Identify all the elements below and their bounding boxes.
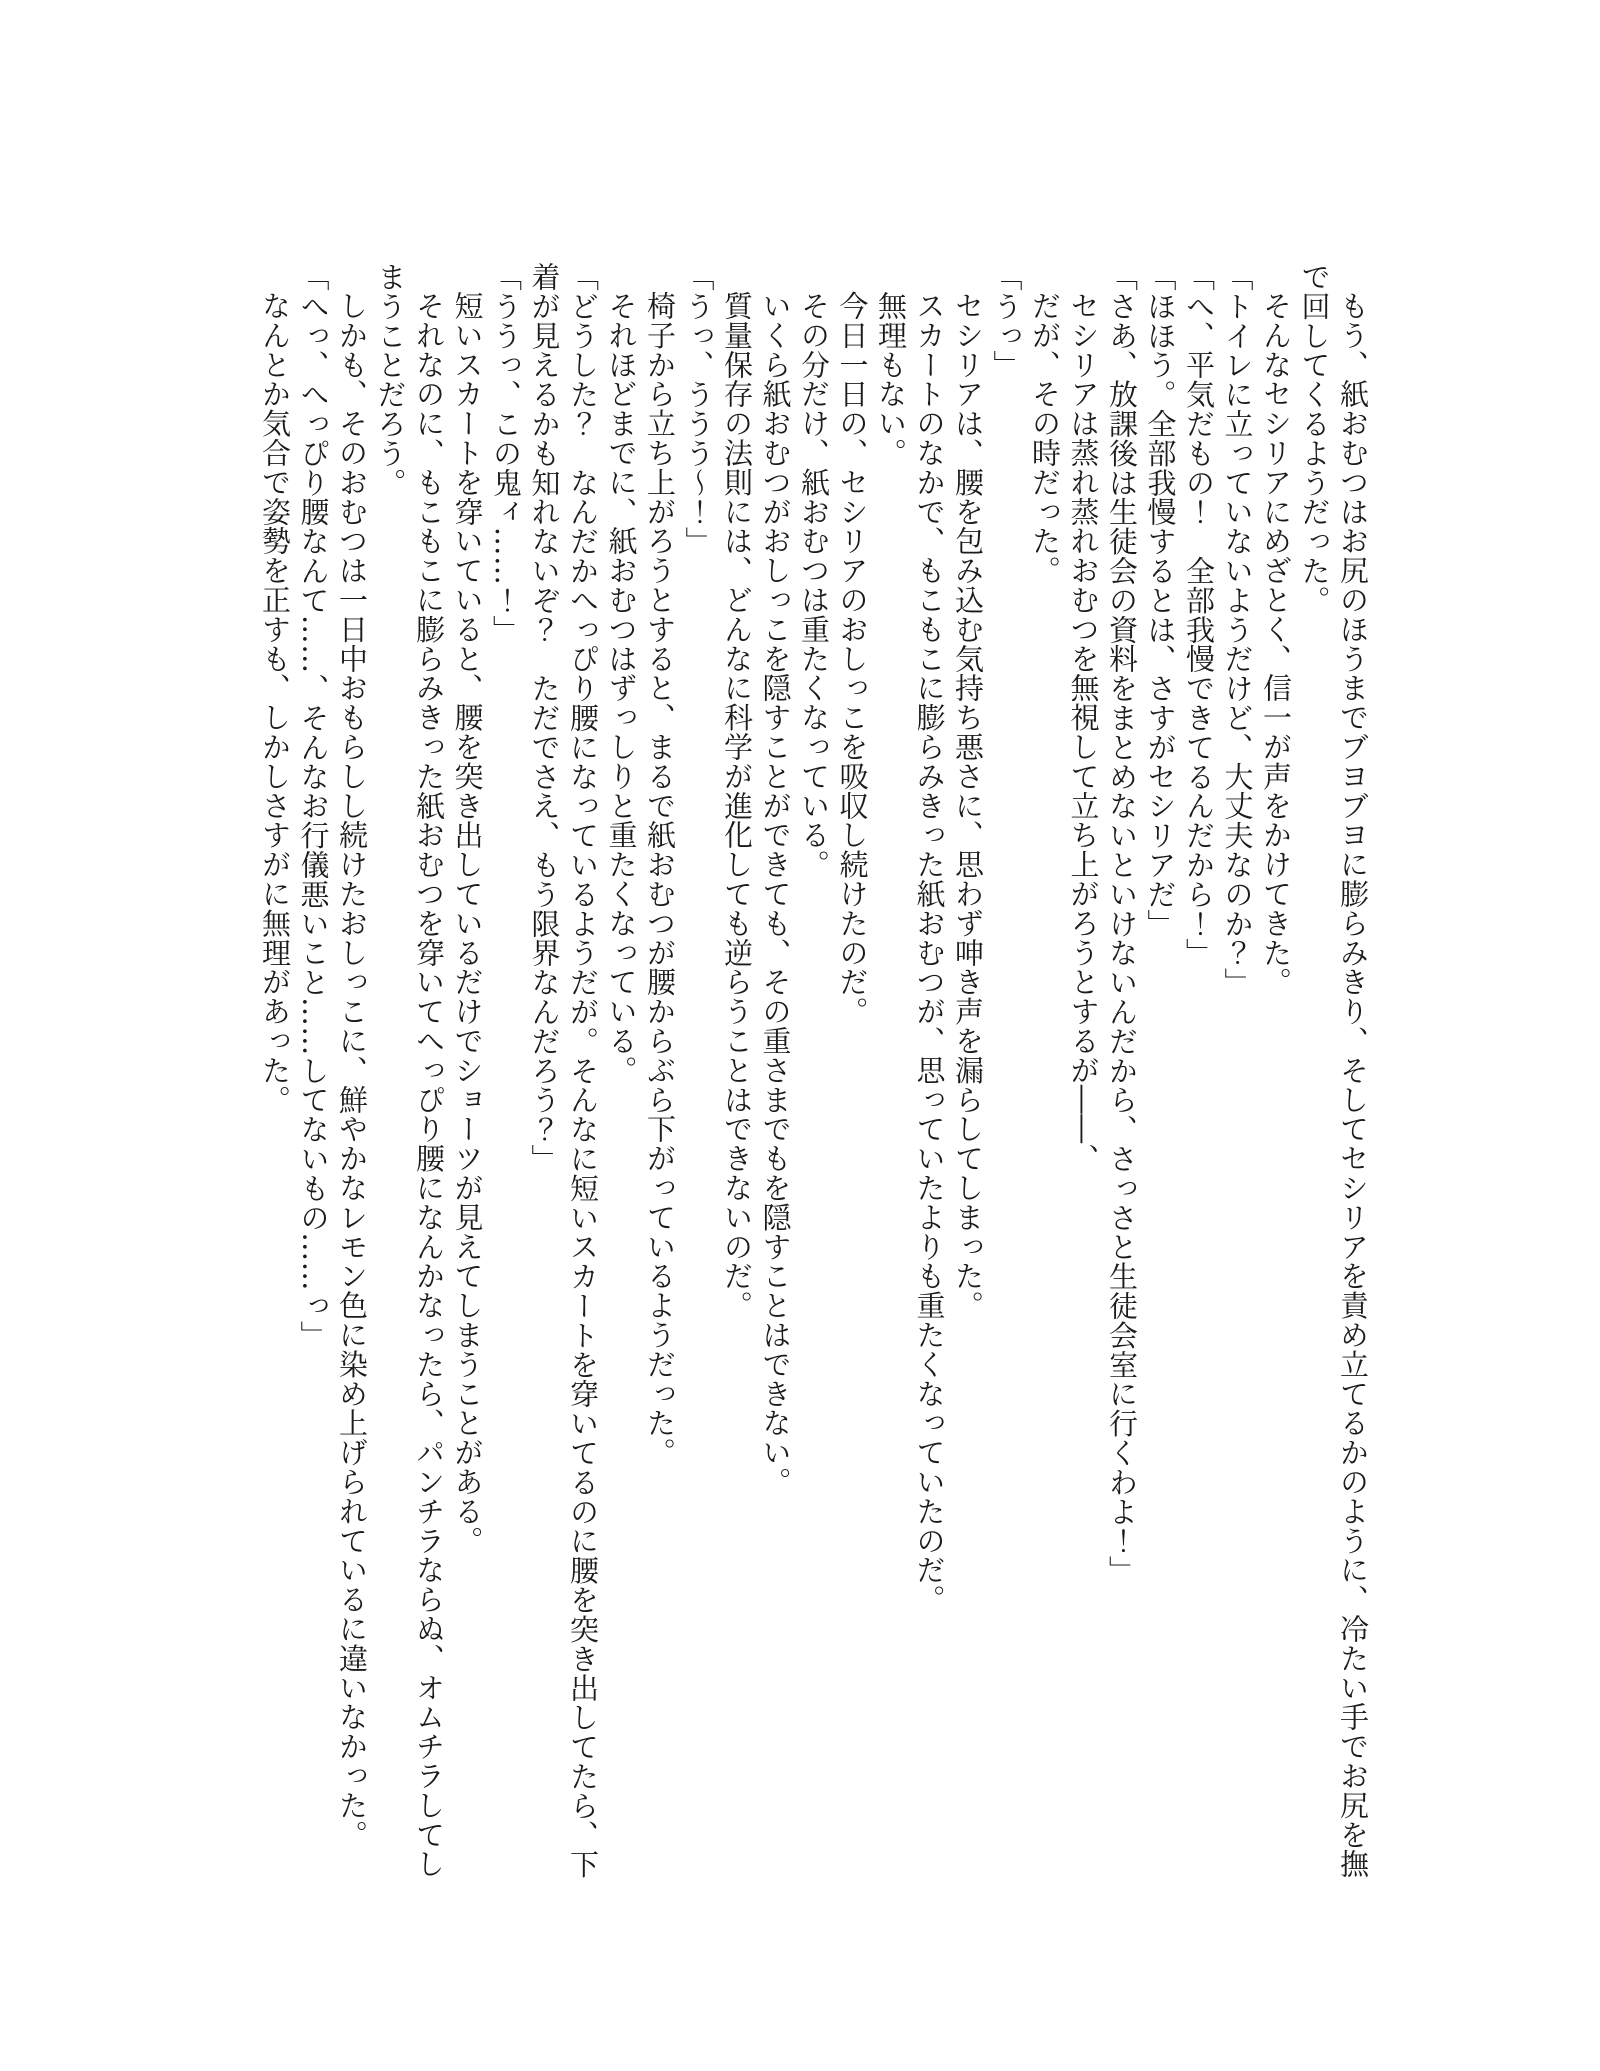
text-line: いくら紙おむつがおしっこを隠すことができても、その重さまでもを隠すことはできない。 — [758, 291, 793, 1497]
text-line: 着が見えるかも知れないぞ？ ただでさえ、もう限界なんだろう？」 — [527, 262, 562, 1174]
text-line: それなのに、もこもこに膨らみきった紙おむつを穿いてへっぴり腰になんかなったら、パンチラならぬ、オムチラしてし — [412, 291, 446, 1879]
text-line: 「うっ、ううう〜！」 — [681, 262, 716, 556]
text-line: 今日一日の、セシリアのおしっこを吸収し続けたのだ。 — [835, 291, 870, 1026]
text-line: しかも、そのおむつは一日中おもらしし続けたおしっこに、鮮やかなレモン色に染め上げられているに違いなかった。 — [335, 291, 369, 1850]
text-line: まうことだろう。 — [373, 262, 408, 498]
text-line: 「うっ」 — [989, 262, 1024, 380]
text-line: 椅子から立ち上がろうとすると、まるで紙おむつが腰からぶら下がっているようだった。 — [643, 291, 677, 1467]
text-line: 「ほほう。全部我慢するとは、さすがセシリアだ」 — [1143, 262, 1178, 939]
text-line: それほどまでに、紙おむつはずっしりと重たくなっている。 — [604, 291, 639, 1085]
text-line: 「ううっ、この鬼ィ……！」 — [489, 262, 523, 645]
text-line: スカートのなかで、もこもこに膨らみきった紙おむつが、思っていたよりも重たくなっていたのだ。 — [912, 291, 947, 1614]
text-line: 「トイレに立っていないようだけど、大丈夫なのか？」 — [1220, 262, 1255, 997]
text-line: セシリアは、腰を包み込む気持ち悪さに、思わず呻き声を漏らしてしまった。 — [951, 291, 985, 1320]
text-line: 無理もない。 — [874, 291, 908, 468]
text-line: 「どうした？ なんだかへっぴり腰になっているようだが。そんなに短いスカートを穿いてるのに腰を突き出してたら、下 — [566, 262, 600, 1879]
text-line: だが、その時だった。 — [1028, 291, 1062, 585]
text-line: 短いスカートを穿いていると、腰を突き出しているだけでショーツが見えてしまうことがある。 — [450, 291, 485, 1556]
text-line: セシリアは蒸れ蒸れおむつを無視して立ち上がろうとするが――、 — [1066, 291, 1101, 1173]
text-line: なんとか気合で姿勢を正すも、しかしさすがに無理があった。 — [258, 291, 292, 1115]
text-line: 「へっ、へっぴり腰なんて……、そんなお行儀悪いこと……してないもの……っ」 — [296, 262, 331, 1350]
text-line: で回してくるようだった。 — [1297, 262, 1332, 615]
vertical-text-block — [256, 262, 1373, 1892]
text-line: そんなセシリアにめざとく、信一が声をかけてきた。 — [1259, 291, 1293, 997]
text-line: 質量保存の法則には、どんなに科学が進化しても逆らうことはできないのだ。 — [720, 291, 754, 1320]
text-line: もう、紙おむつはお尻のほうまでブヨブヨに膨らみきり、そしてセシリアを責め立てるかのように、冷たい手でお尻を撫 — [1336, 291, 1370, 1879]
text-line: 「へ、平気だもの！ 全部我慢できてるんだから！」 — [1182, 262, 1216, 968]
text-line: 「さあ、放課後は生徒会の資料をまとめないといけないんだから、さっさと生徒会室に行くわよ！」 — [1105, 262, 1139, 1585]
text-line: その分だけ、紙おむつは重たくなっている。 — [797, 291, 831, 879]
